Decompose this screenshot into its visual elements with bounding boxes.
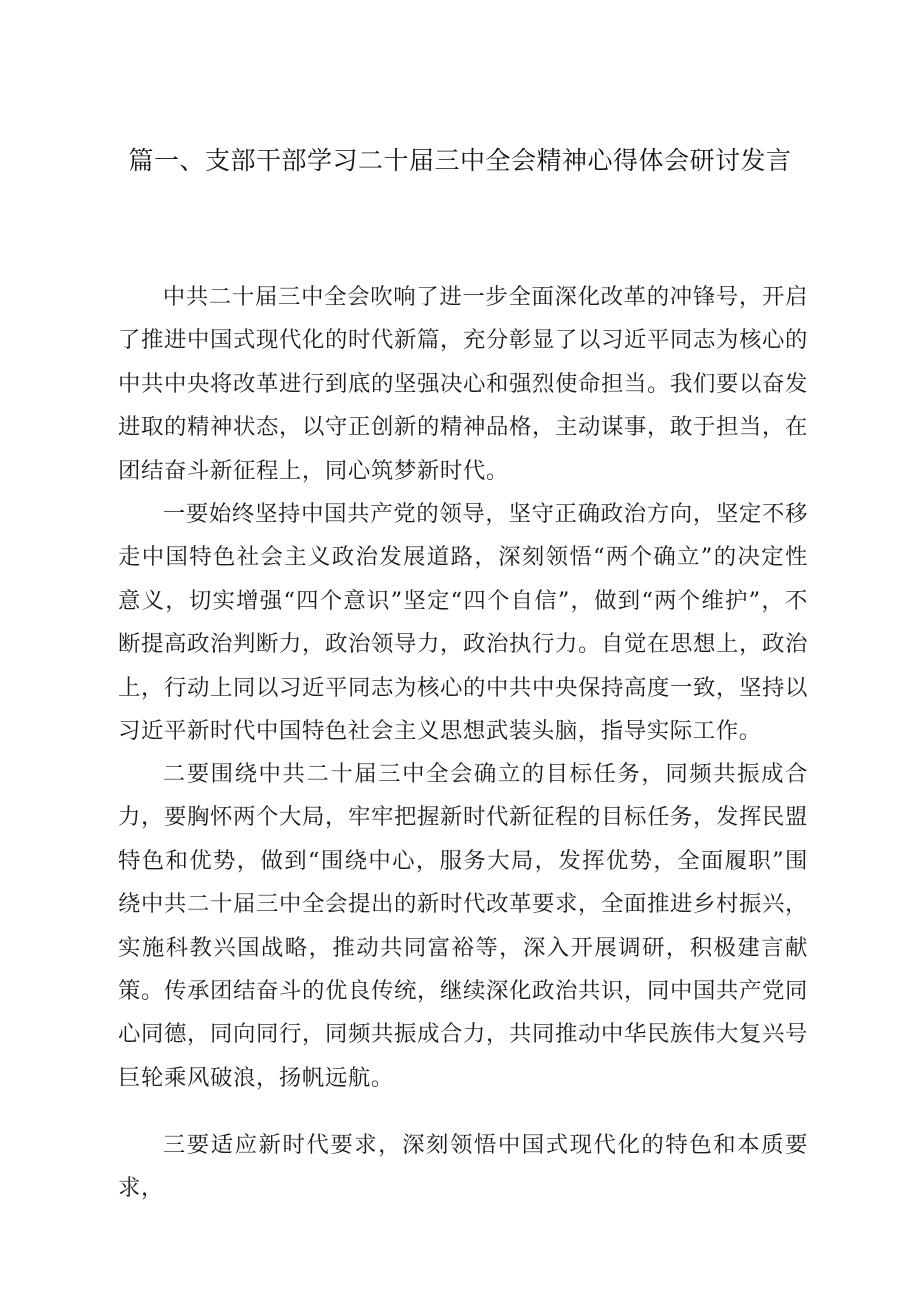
paragraph-point-three: 三要适应新时代要求，深刻领悟中国式现代化的特色和本质要求， bbox=[118, 1132, 808, 1202]
paragraph-point-two: 二要围绕中共二十届三中全会确立的目标任务，同频共振成合力，要胸怀两个大局，牢牢把握新时代新征程的目标任务，发挥民盟特色和优势，做到“围绕中心，服务大局，发挥优势，全面履职”围绕中共二十届三中全会提出的新时代改革要求，全面推进乡村振兴，实施科教兴国战略，推动共同富裕等，深入开展调研，积极建言献策。传承团结奋斗的优良传统，继续深化政治共识，同中国共产党同心同德，同向同行，同频共振成合力，共同推动中华民族伟大复兴号巨轮乘风破浪，扬帆远航。 bbox=[118, 761, 808, 1091]
paragraph-intro: 中共二十届三中全会吹响了进一步全面深化改革的冲锋号，开启了推进中国式现代化的时代新篇，充分彰显了以习近平同志为核心的中共中央将改革进行到底的坚强决心和强烈使命担当。我们要以奋发进取的精神状态，以守正创新的精神品格，主动谋事，敢于担当，在团结奋斗新征程上，同心筑梦新时代。 bbox=[118, 284, 808, 484]
document-title: 篇一、支部干部学习二十届三中全会精神心得体会研讨发言 bbox=[128, 146, 792, 175]
paragraph-point-one: 一要始终坚持中国共产党的领导，坚守正确政治方向，坚定不移走中国特色社会主义政治发展道路，深刻领悟“两个确立”的决定性意义，切实增强“四个意识”坚定“四个自信”，做到“两个维护”，不断提高政治判断力，政治领导力，政治执行力。自觉在思想上，政治上，行动上同以习近平同志为核心的中共中央保持高度一致，坚持以习近平新时代中国特色社会主义思想武装头脑，指导实际工作。 bbox=[118, 501, 808, 745]
